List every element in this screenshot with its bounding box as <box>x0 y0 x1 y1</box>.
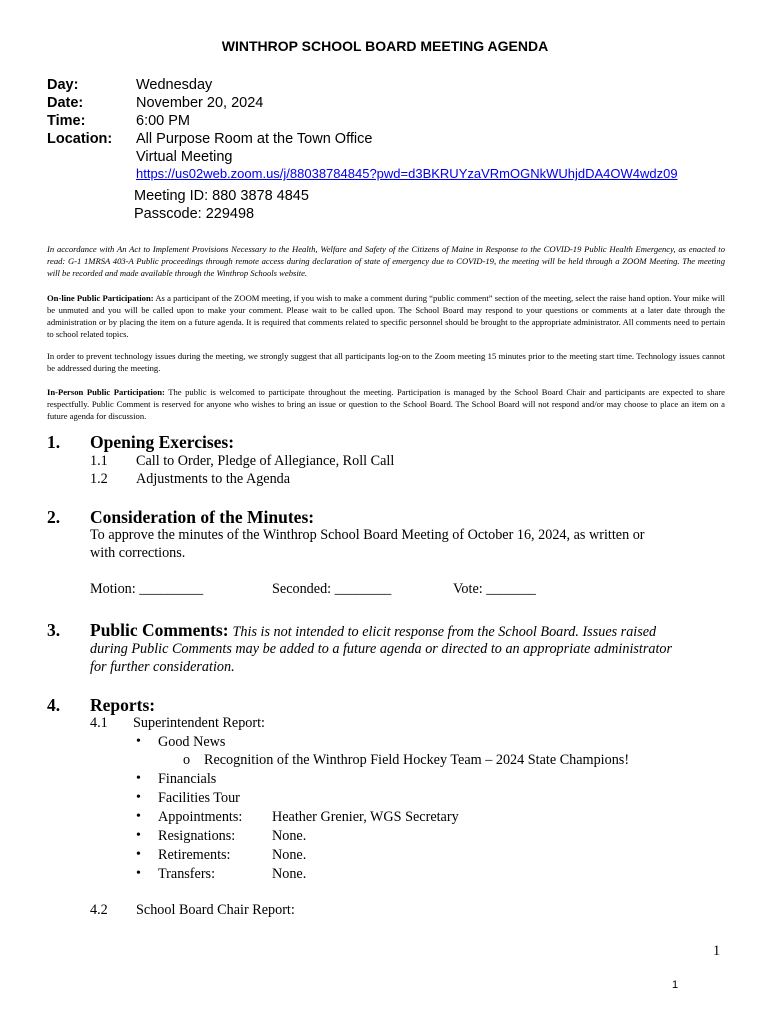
recognition-item: Recognition of the Winthrop Field Hockey Team – 2024 State Champions! <box>204 752 630 768</box>
section-4-title: Reports: <box>90 695 156 715</box>
bullet-icon: • <box>136 866 141 881</box>
day-value: Wednesday <box>136 77 213 93</box>
motion-field: Motion: _________ <box>90 581 204 597</box>
financials-item: Financials <box>158 771 217 787</box>
minutes-text-line2: with corrections. <box>90 545 186 561</box>
time-value: 6:00 PM <box>136 113 190 129</box>
retirements-value: None. <box>272 847 307 863</box>
item-1-1-text: Call to Order, Pledge of Allegiance, Roll Call <box>136 453 395 469</box>
minutes-text-line1: To approve the minutes of the Winthrop School Board Meeting of October 16, 2024, as written or <box>90 527 645 543</box>
section-2-number: 2. <box>47 507 61 527</box>
retirements-label: Retirements: <box>158 847 231 863</box>
section-3-heading <box>90 620 656 641</box>
item-4-1-number: 4.1 <box>90 715 108 731</box>
public-comments-line1: This is not intended to elicit response from the School Board. Issues raised <box>232 624 657 640</box>
item-1-1-number: 1.1 <box>90 453 108 469</box>
bullet-icon: • <box>136 734 141 749</box>
seconded-field: Seconded: ________ <box>272 581 392 597</box>
passcode: Passcode: 229498 <box>134 206 255 222</box>
item-4-1-title: Superintendent Report: <box>133 715 265 731</box>
section-3-title: Public Comments: <box>90 620 229 640</box>
resignations-value: None. <box>272 828 307 844</box>
section-1-title: Opening Exercises: <box>90 432 235 452</box>
date-label: Date: <box>47 95 84 111</box>
viewer-page-number: 1 <box>672 979 679 991</box>
inperson-participation-label: In-Person Public Participation: <box>47 387 165 397</box>
section-2-title: Consideration of the Minutes: <box>90 507 315 527</box>
item-1-2-number: 1.2 <box>90 471 108 487</box>
meeting-id: Meeting ID: 880 3878 4845 <box>134 188 309 204</box>
section-4-number: 4. <box>47 695 61 715</box>
bullet-icon: • <box>136 771 141 786</box>
public-comments-line2: during Public Comments may be added to a future agenda or directed to an appropriate administrator <box>90 641 673 657</box>
bullet-icon: • <box>136 828 141 843</box>
good-news-item: Good News <box>158 734 226 750</box>
date-value: November 20, 2024 <box>136 95 264 111</box>
day-label: Day: <box>47 77 79 93</box>
facilities-item: Facilities Tour <box>158 790 240 806</box>
section-3-number: 3. <box>47 620 61 640</box>
online-participation-text: As a participant of the ZOOM meeting, if you wish to make a comment during “public comment” section of the meeting, select the raise hand option. Your mike will be unmuted and you will be called upon to make your comment. Please wait to be called upon. The School Board may respond to your questions or comments at a later date through the administration or by placing the item on a future agenda. It is required that comments related to specific personnel should be brought to the appropriate administrator. All comments need to pertain to school related topics. <box>47 293 726 339</box>
vote-field: Vote: _______ <box>453 581 536 597</box>
bullet-icon: • <box>136 809 141 824</box>
transfers-value: None. <box>272 866 307 882</box>
technology-notice: In order to prevent technology issues during the meeting, we strongly suggest that all participants log-on to the Zoom meeting 15 minutes prior to the meeting start time. Technology issues cannot be addressed during the meeting. <box>47 351 725 373</box>
item-4-2-number: 4.2 <box>90 902 108 918</box>
location-value: All Purpose Room at the Town Office <box>136 131 373 147</box>
resignations-label: Resignations: <box>158 828 236 844</box>
agenda-title: WINTHROP SCHOOL BOARD MEETING AGENDA <box>221 38 549 54</box>
online-participation-notice <box>47 292 725 340</box>
appointments-value: Heather Grenier, WGS Secretary <box>272 809 459 825</box>
virtual-meeting: Virtual Meeting <box>136 149 233 165</box>
bullet-icon: • <box>136 790 141 805</box>
item-4-2-title: School Board Chair Report: <box>136 902 295 918</box>
bullet-icon: • <box>136 847 141 862</box>
public-comments-line3: for further consideration. <box>90 659 235 675</box>
section-1-number: 1. <box>47 432 61 452</box>
inperson-participation-text: The public is welcomed to participate throughout the meeting. Participation is managed by the School Board Chair and participants are expected to share respectfully. Public Comment is reserved for anyone who wishes to bring an issue or question to the School Board. The School Board will not respond and/or may choose to place an item on a future agenda for discussion. <box>47 387 726 421</box>
transfers-label: Transfers: <box>158 866 216 882</box>
zoom-link[interactable]: https://us02web.zoom.us/j/88038784845?pwd=d3BKRUYzaVRmOGNkWUhjdDA4OW4wdz09 <box>136 166 678 181</box>
online-participation-label: On-line Public Participation: <box>47 293 154 303</box>
document-page-number: 1 <box>713 943 721 959</box>
inperson-participation-notice <box>47 386 725 422</box>
time-label: Time: <box>47 113 86 129</box>
appointments-label: Appointments: <box>158 809 243 825</box>
location-label: Location: <box>47 131 113 147</box>
circle-bullet-icon: o <box>183 752 191 768</box>
covid-notice: In accordance with An Act to Implement Provisions Necessary to the Health, Welfare and Safety of the Citizens of Maine in Response to the COVID-19 Public Health Emergency, as enacted to read: G-1 1MRSA 403-A Public proceedings through remote access during declaration of state of emergency due to COVID-19, the meeting will be held through a ZOOM Meeting. The meeting will be recorded and made available through the Winthrop Schools website. <box>47 244 725 278</box>
item-1-2-text: Adjustments to the Agenda <box>136 471 291 487</box>
